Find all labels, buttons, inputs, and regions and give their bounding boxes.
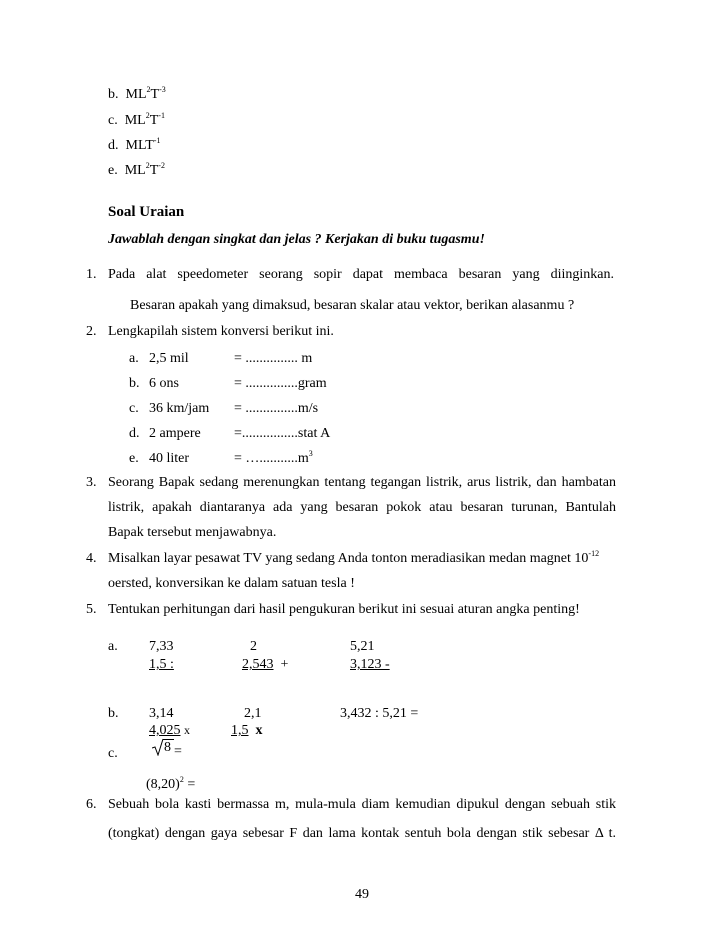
q6-number: 6.: [86, 797, 97, 812]
q5b-letter: b.: [108, 706, 119, 721]
option-letter: b.: [108, 87, 119, 102]
q2-item-answer: = ............... m: [234, 351, 313, 366]
q2-number: 2.: [86, 324, 97, 339]
q2-item-answer: = ...............m/s: [234, 401, 319, 416]
q5b-c3: 3,432 : 5,21 =: [340, 706, 419, 721]
option-letter: c.: [108, 113, 118, 128]
q5a-c3-bot: 3,123 -: [350, 657, 390, 672]
q6-line2: (tongkat) dengan gaya sebesar F dan lama kontak sentuh bola dengan stik sebesar Δ t.: [108, 826, 616, 841]
q5c-eq: =: [174, 744, 182, 759]
square-root-icon: [152, 738, 164, 756]
q2-item: a.: [129, 351, 139, 366]
q5c-radicand: 8: [164, 740, 171, 755]
q6-line1: Sebuah bola kasti bermassa m, mula-mula diam kemudian dipukul dengan sebuah stik: [108, 797, 616, 812]
page-number: 49: [355, 887, 369, 902]
section-instruction: Jawablah dengan singkat dan jelas ? Kerjakan di buku tugasmu!: [108, 232, 485, 247]
q1-line2: Besaran apakah yang dimaksud, besaran skalar atau vektor, berikan alasanmu ?: [130, 298, 575, 313]
q2-item-answer: = $\dots...........m^3$: [234, 449, 313, 466]
q2-item-answer: = ...............gram: [234, 376, 327, 391]
q2-item-label: 40 liter: [149, 451, 190, 466]
q2-text: Lengkapilah sistem konversi berikut ini.: [108, 324, 334, 339]
q4-line2: oersted, konversikan ke dalam satuan tesla !: [108, 576, 355, 591]
q5a-c1-top: 7,33: [149, 639, 174, 654]
q2-item-label: 2,5 mil: [149, 351, 189, 366]
q3-line2: listrik, apakah diantaranya ada yang besaran pokok atau besaran turunan, Bantulah: [108, 500, 616, 515]
q3-number: 3.: [86, 475, 97, 490]
q5b-c1-bot: 4,025 x: [149, 723, 190, 738]
q2-item: e.: [129, 451, 139, 466]
q3-line1: Seorang Bapak sedang merenungkan tentang tegangan listrik, arus listrik, dan hambatan: [108, 475, 616, 490]
q5a-c2-top: 2: [250, 639, 257, 654]
q5b-c2-bot: 1,5 x: [231, 723, 263, 738]
option-e: e. $ML^2T^{-2}$: [108, 161, 165, 178]
q2-item-label: 2 ampere: [149, 426, 201, 441]
q5b-c1-top: 3,14: [149, 706, 174, 721]
q4-line1: Misalkan layar pesawat TV yang sedang Anda tonton meradiasikan medan magnet $10^{-12}$: [108, 549, 600, 566]
q5-text: Tentukan perhitungan dari hasil pengukuran berikut ini sesuai aturan angka penting!: [108, 602, 580, 617]
q1-line1: Pada alat speedometer seorang sopir dapat membaca besaran yang diinginkan.: [108, 267, 614, 282]
q5a-c2-bot: 2,543 +: [242, 657, 289, 672]
q2-item-answer: =................stat A: [234, 426, 331, 441]
option-letter: d.: [108, 138, 119, 153]
q4-number: 4.: [86, 551, 97, 566]
q5c-power: $(8,20)^2$ =: [146, 775, 196, 792]
q5a-c3-top: 5,21: [350, 639, 375, 654]
q5c-letter: c.: [108, 746, 118, 761]
q5-number: 5.: [86, 602, 97, 617]
option-letter: e.: [108, 163, 118, 178]
option-b: b. $ML^2T^{-3}$: [108, 85, 166, 102]
q1-number: 1.: [86, 267, 97, 282]
q5a-letter: a.: [108, 639, 118, 654]
option-c: c. $ML^2T^{-1}$: [108, 111, 165, 128]
q2-item-label: 36 km/jam: [149, 401, 210, 416]
q2-item: c.: [129, 401, 139, 416]
option-d: d. $MLT^{-1}$: [108, 136, 161, 153]
section-title: Soal Uraian: [108, 204, 185, 220]
q2-item: b.: [129, 376, 140, 391]
q2-item: d.: [129, 426, 140, 441]
q5b-c2-top: 2,1: [244, 706, 262, 721]
q5a-c1-bot: 1,5 :: [149, 657, 174, 672]
q3-line3: Bapak tersebut menjawabnya.: [108, 525, 277, 540]
q2-item-label: 6 ons: [149, 376, 179, 391]
